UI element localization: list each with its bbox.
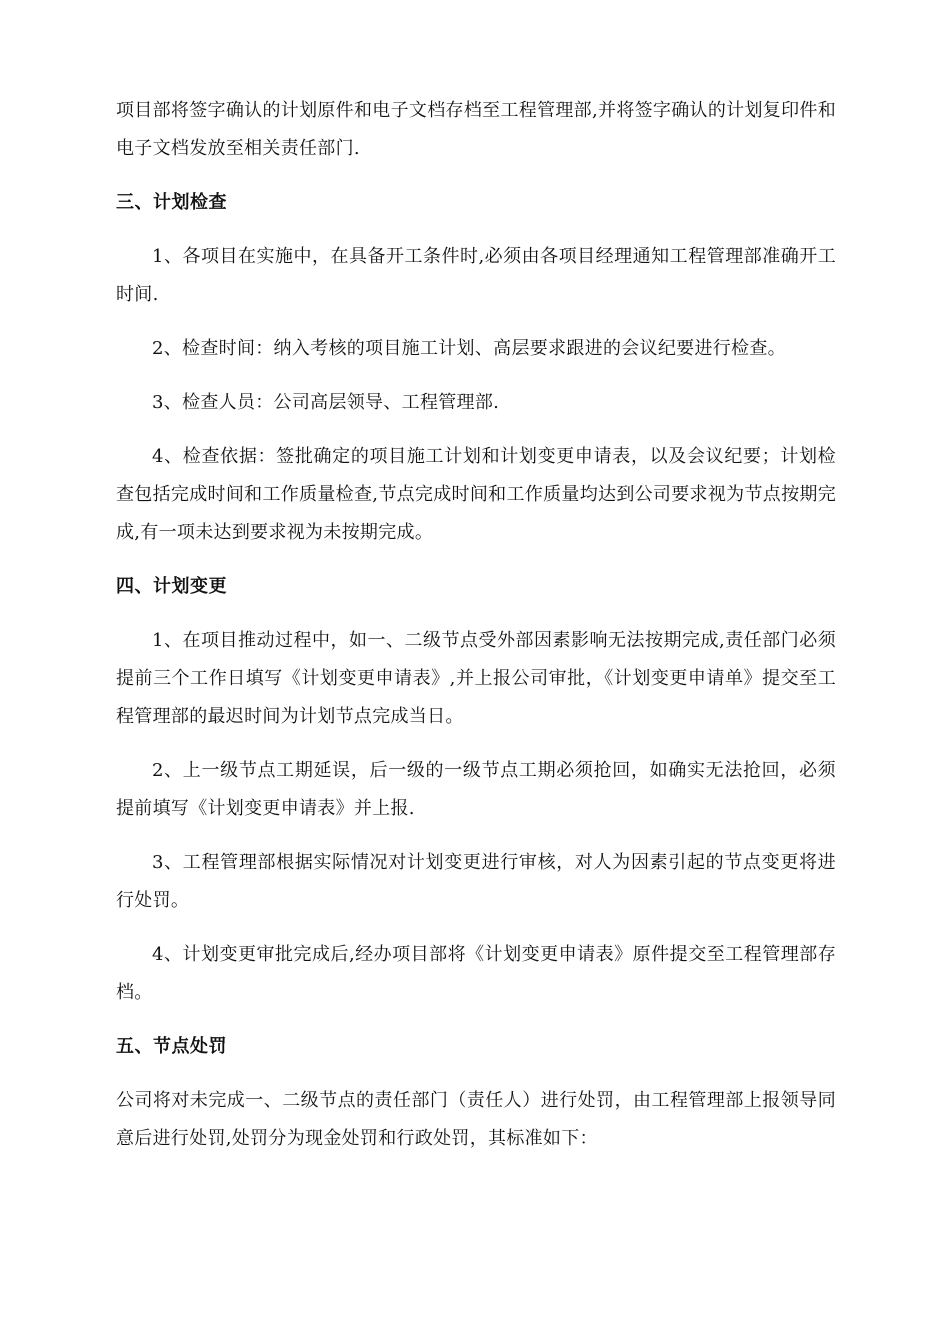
section-4-item-3: 3、工程管理部根据实际情况对计划变更进行审核，对人为因素引起的节点变更将进行处罚。 — [116, 852, 836, 911]
section-4-item-2: 2、上一级节点工期延误，后一级的一级节点工期必须抢回，如确实无法抢回，必须提前填写《计划变更申请表》并上报. — [116, 760, 836, 819]
section-3-heading: 三、计划检查 — [116, 192, 227, 213]
section-3-item-3: 3、检查人员：公司高层领导、工程管理部. — [152, 392, 500, 413]
section-4-item-4: 4、计划变更审批完成后,经办项目部将《计划变更申请表》原件提交至工程管理部存档。 — [116, 944, 836, 1003]
section-5-heading: 五、节点处罚 — [116, 1036, 227, 1057]
section-4-heading: 四、计划变更 — [116, 576, 227, 597]
section-3-item-1: 1、各项目在实施中，在具备开工条件时,必须由各项目经理通知工程管理部准确开工时间. — [116, 246, 836, 305]
section-4-item-1: 1、在项目推动过程中，如一、二级节点受外部因素影响无法按期完成,责任部门必须提前三个工作日填写《计划变更申请表》,并上报公司审批，《计划变更申请单》提交至工程管理部的最迟时间为计划节点完成当日。 — [116, 630, 836, 727]
document-body — [116, 92, 836, 1158]
section-3-item-2: 2、检查时间：纳入考核的项目施工计划、高层要求跟进的会议纪要进行检查。 — [152, 338, 786, 359]
section-5-paragraph: 公司将对未完成一、二级节点的责任部门（责任人）进行处罚，由工程管理部上报领导同意后进行处罚,处罚分为现金处罚和行政处罚，其标准如下： — [116, 1090, 836, 1149]
section-3-item-4: 4、检查依据：签批确定的项目施工计划和计划变更申请表，以及会议纪要；计划检查包括完成时间和工作质量检查,节点完成时间和工作质量均达到公司要求视为节点按期完成,有一项未达到要求视为未按期完成。 — [116, 446, 836, 543]
intro-paragraph: 项目部将签字确认的计划原件和电子文档存档至工程管理部,并将签字确认的计划复印件和电子文档发放至相关责任部门. — [116, 100, 836, 159]
